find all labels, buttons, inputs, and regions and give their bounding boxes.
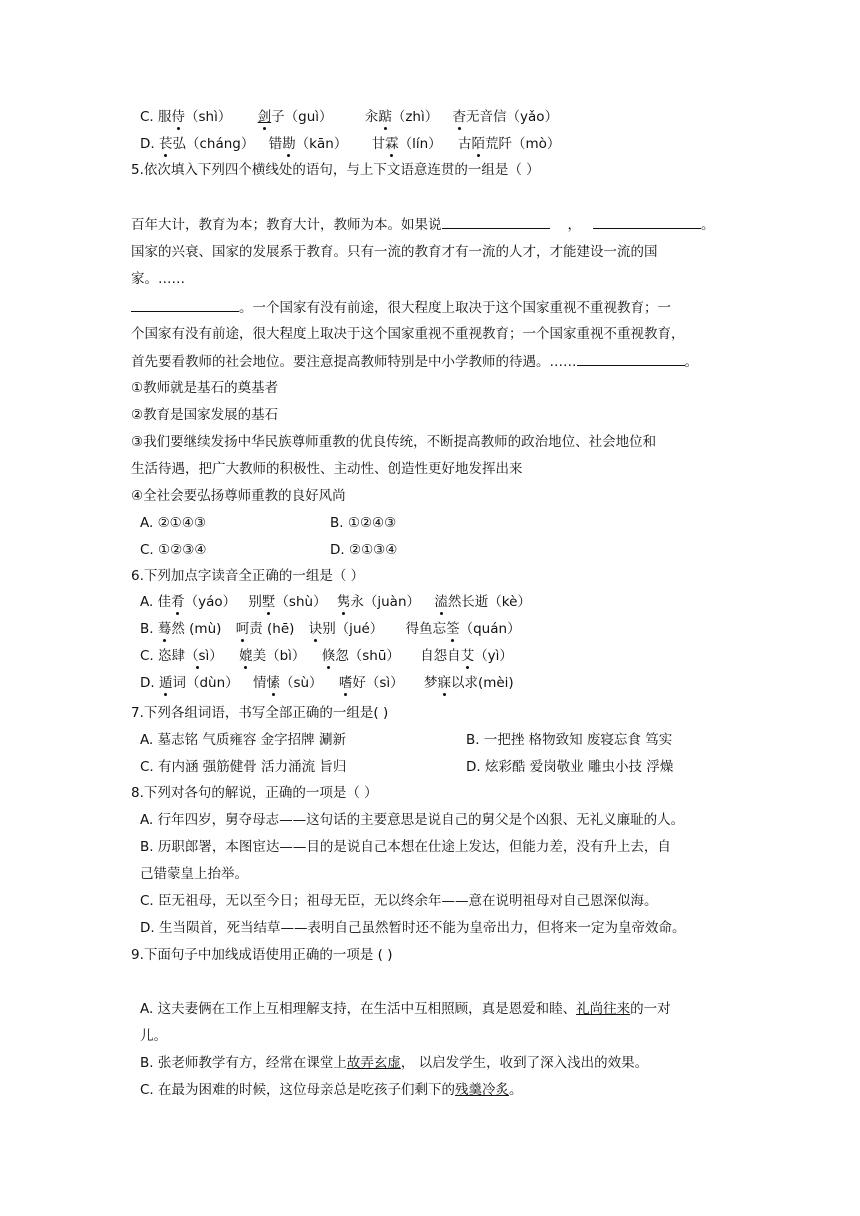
q5-option-a: A. ②①④③ bbox=[140, 515, 206, 531]
q5-passage-line: 个国家有没有前途，很大程度上取决于这个国家重视不重视教育；一个国家重视不重视教育， bbox=[131, 326, 685, 342]
q5-item-3: ③我们要继续发扬中华民族尊师重教的优良传统，不断提高教师的政治地位、社会地位和 bbox=[131, 434, 657, 450]
q8-option-a: A. 行年四岁，舅夺母志——这句话的主要意思是说自己的舅父是个凶狠、无礼义廉耻的人。 bbox=[140, 812, 685, 828]
q6-option-c: C. 恣肆（sì） 媲美（bì） 倏忽（shū） 自怨自艾（yì） bbox=[140, 648, 513, 664]
q4-option-d: D. 苌弘（cháng） 错勘（kān） 甘霖（lín） 古陌荒阡（mò） bbox=[140, 136, 561, 152]
q5-passage-line: 首先要看教师的社会地位。要注意提高教师特别是中小学教师的待遇。…… 。 bbox=[131, 351, 698, 372]
q5-passage-line: 。一个国家有没有前途，很大程度上取决于这个国家重视不重视教育；一 bbox=[131, 297, 671, 318]
q7-option-a: A. 墓志铭 气质雍容 金字招牌 涮新 bbox=[140, 732, 346, 748]
q5-item-2: ②教育是国家发展的基石 bbox=[131, 407, 279, 423]
q6-title: 6.下列加点字读音全正确的一组是（ ） bbox=[131, 568, 365, 584]
q5-item-3-cont: 生活待遇，把广大教师的积极性、主动性、创造性更好地发挥出来 bbox=[131, 461, 523, 477]
q5-passage-line: 家。…… bbox=[131, 271, 185, 287]
q8-title: 8.下列对各句的解说，正确的一项是（ ） bbox=[131, 785, 378, 801]
q7-option-b: B. 一把挫 格物致知 废寝忘食 笃实 bbox=[466, 732, 673, 748]
q5-item-4: ④全社会要弘扬尊师重教的良好风尚 bbox=[131, 488, 346, 504]
q8-option-d: D. 生当陨首，死当结草——表明自己虽然暂时还不能为皇帝出力，但将来一定为皇帝效命。 bbox=[140, 920, 686, 936]
q8-option-b-cont: 己错蒙皇上抬举。 bbox=[140, 866, 248, 882]
q9-title: 9.下面句子中加线成语使用正确的一项是 ( ) bbox=[131, 947, 393, 963]
q5-title: 5.依次填入下列四个横线处的语句，与上下文语意连贯的一组是（ ） bbox=[131, 162, 540, 178]
q6-option-b: B. 蓦然 (mù) 呵责 (hē) 诀别（jué） 得鱼忘筌（quán） bbox=[140, 621, 521, 637]
q7-option-d: D. 炫彩酷 爱岗敬业 雕虫小技 浮燥 bbox=[466, 759, 674, 775]
q7-option-c: C. 有内涵 强筋健骨 活力涌流 旨归 bbox=[140, 759, 347, 775]
q9-option-a: A. 这夫妻俩在工作上互相理解支持，在生活中互相照顾，真是恩爱和睦、礼尚往来的一对 bbox=[140, 1001, 671, 1017]
q5-passage-line: 百年大计，教育为本；教育大计，教师为本。如果说 ， 。 bbox=[131, 214, 715, 235]
q5-option-b: B. ①②④③ bbox=[330, 515, 397, 531]
q9-option-a-cont: 儿。 bbox=[140, 1028, 167, 1044]
q6-option-a: A. 佳肴（yáo） 别墅（shù） 隽永（juàn） 溘然长逝（kè） bbox=[140, 594, 531, 610]
q5-option-c: C. ①②③④ bbox=[140, 542, 207, 558]
q5-option-d: D. ②①③④ bbox=[330, 542, 398, 558]
q4-option-c: C. 服侍（shì） 剑子（guì） 汆踮（zhì） 杳无音信（yǎo） bbox=[140, 109, 559, 125]
q8-option-c: C. 臣无祖母，无以至今日；祖母无臣，无以终余年——意在说明祖母对自己恩深似海。 bbox=[140, 893, 658, 909]
q6-option-d: D. 遁词（dùn） 情愫（sù） 嗜好（sì） 梦寐以求(mèi) bbox=[140, 675, 514, 691]
q5-passage-line: 国家的兴衰、国家的发展系于教育。只有一流的教育才有一流的人才，才能建设一流的国 bbox=[131, 244, 658, 260]
q9-option-b: B. 张老师教学有方，经常在课堂上故弄玄虚， 以启发学生，收到了深入浅出的效果。 bbox=[140, 1055, 649, 1071]
q7-title: 7.下列各组词语，书写全部正确的一组是( ) bbox=[131, 705, 389, 721]
q5-item-1: ①教师就是基石的奠基者 bbox=[131, 380, 279, 396]
q8-option-b: B. 历职郎署，本图宦达——目的是说自己本想在仕途上发达，但能力差，没有升上去，自 bbox=[140, 839, 671, 855]
q9-option-c: C. 在最为困难的时候，这位母亲总是吃孩子们剩下的残羹冷炙。 bbox=[140, 1082, 523, 1098]
